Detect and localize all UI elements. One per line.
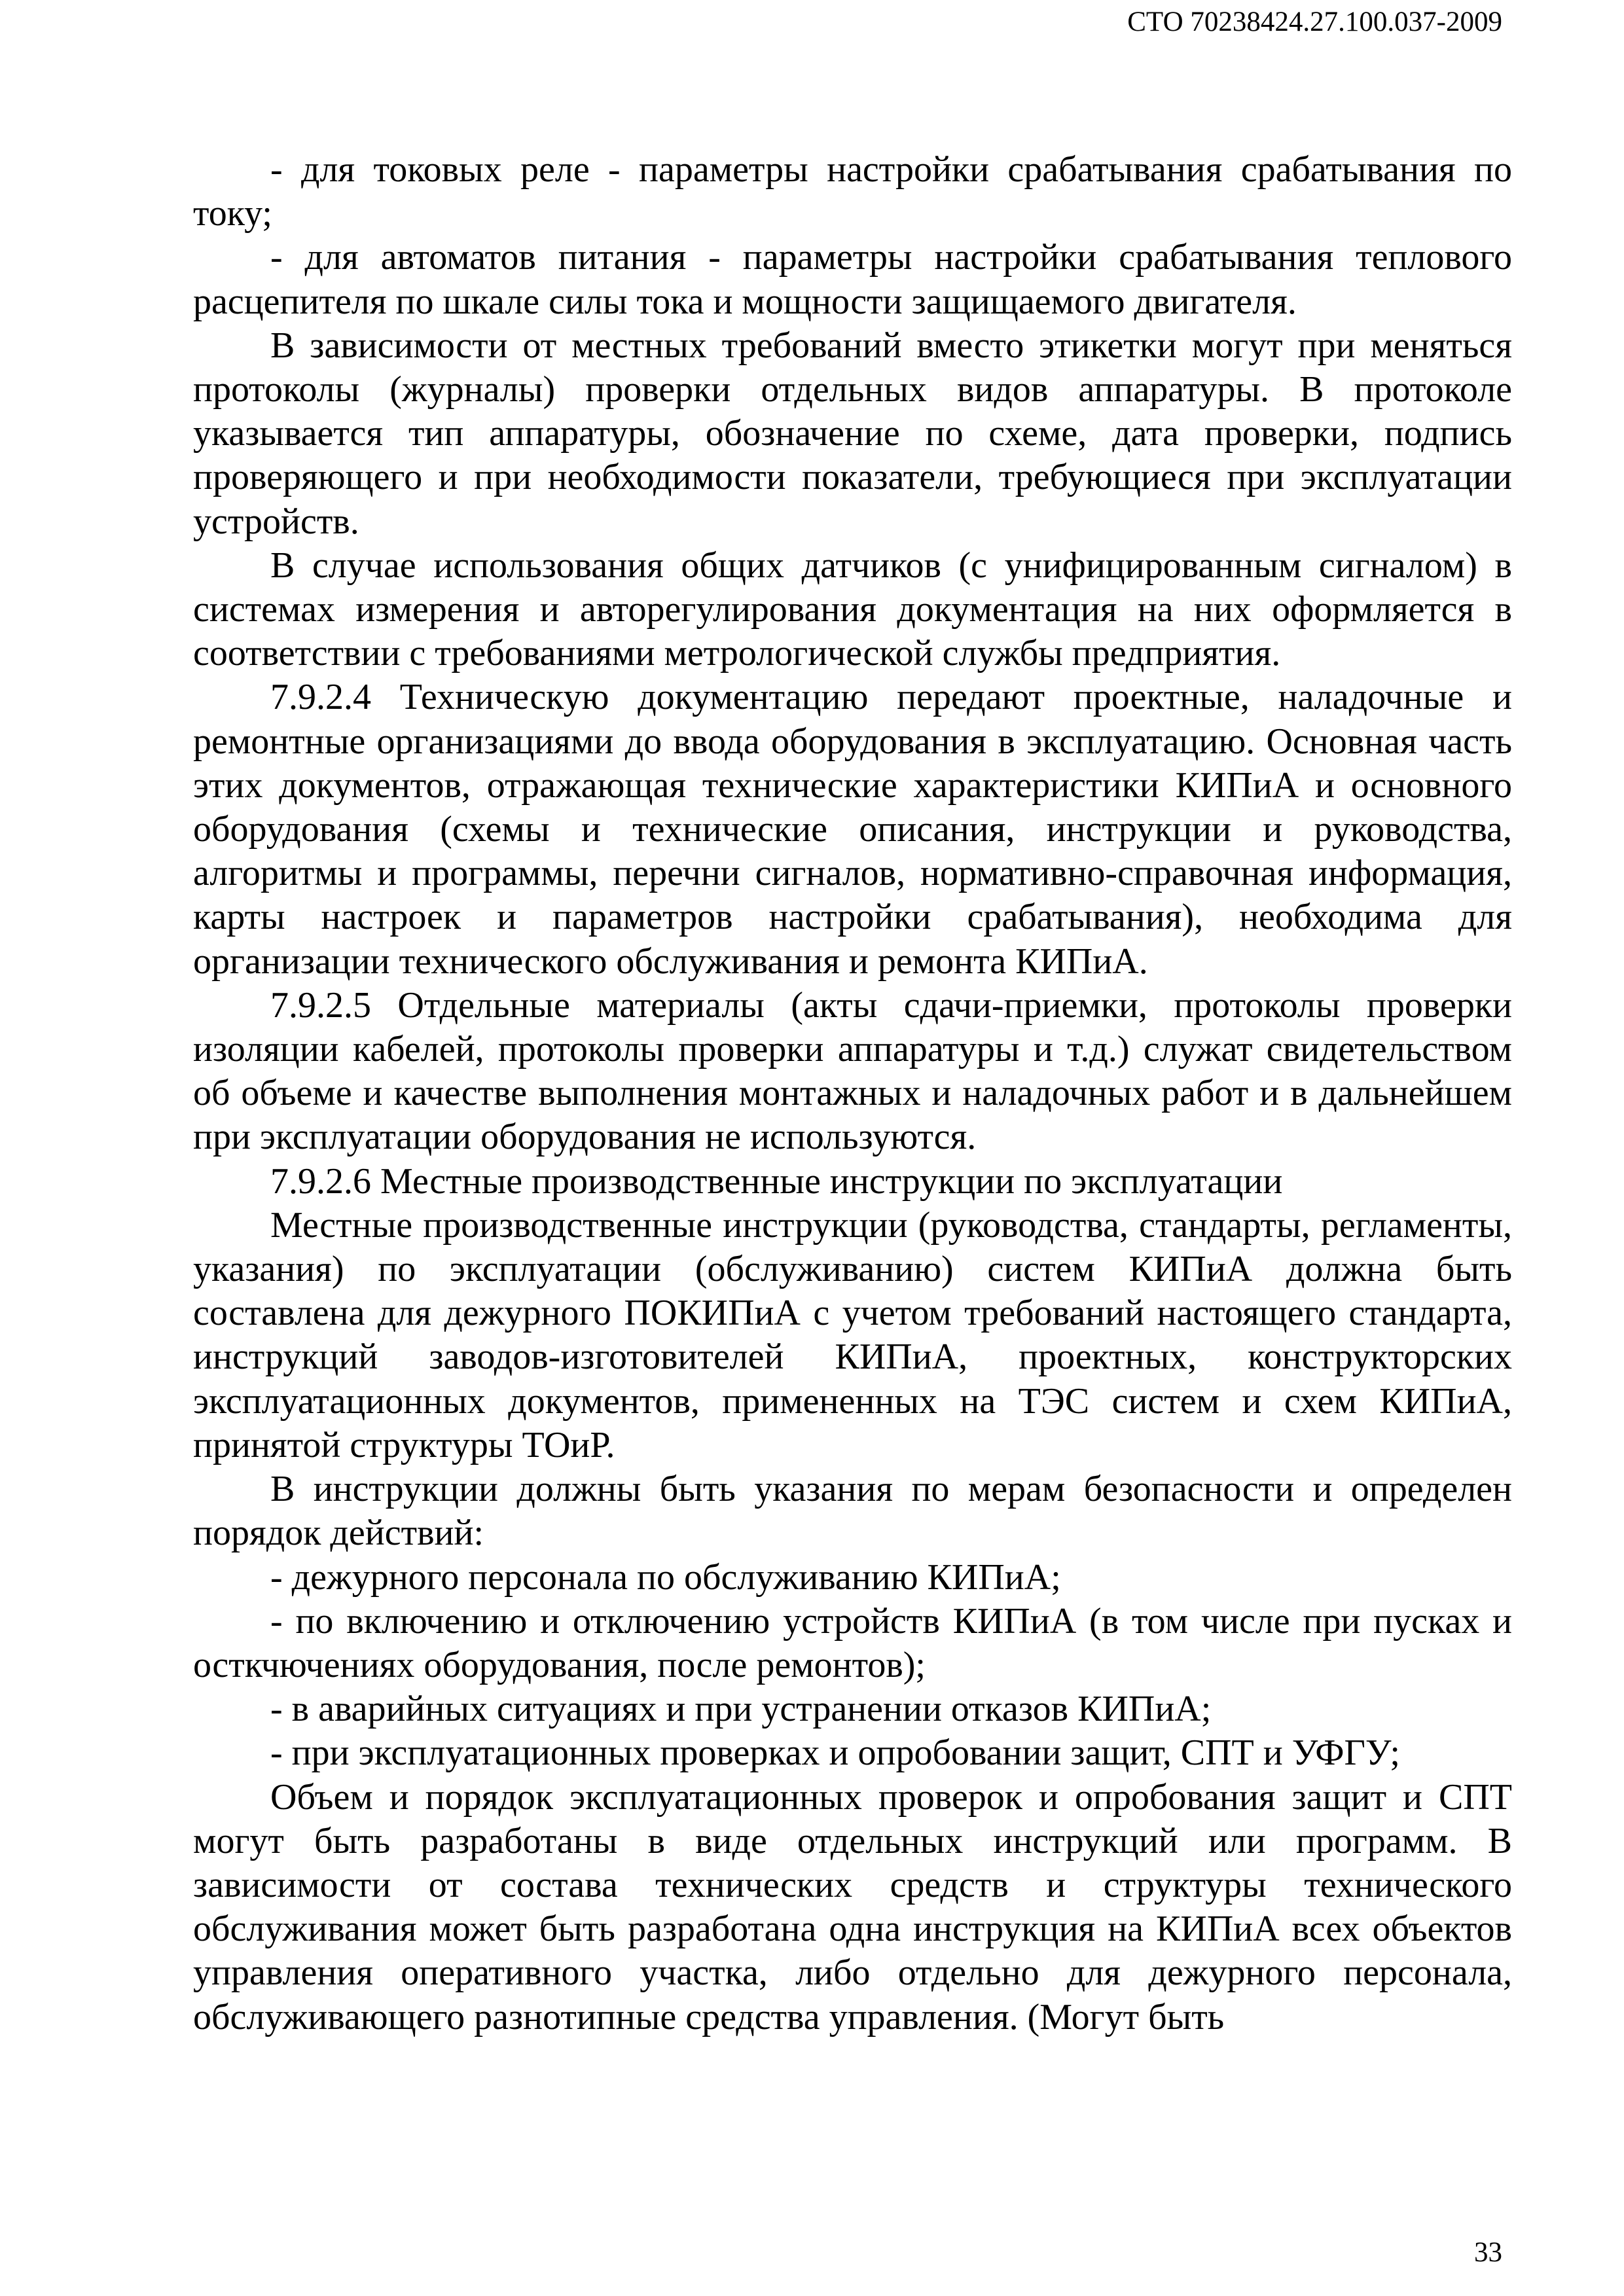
paragraph-common-sensors: В случае использования общих датчиков (с унифицированным сигналом) в системах измерения и авторегулирования документация на них оформляется в соответствии с требованиями метрологической службы предприятия. [193, 545, 1512, 674]
document-code-header: СТО 70238424.27.100.037-2009 [1127, 7, 1502, 37]
paragraph-7-9-2-5: 7.9.2.5 Отдельные материалы (акты сдачи-приемки, протоколы проверки изоляции кабелей, протоколы проверки аппаратуры и т.д.) служат свидетельством об объеме и качестве выполнения монтажных и наладочных работ и в дальнейшем при эксплуатации оборудования не используются. [193, 984, 1512, 1158]
paragraph-instruction-contents: В инструкции должны быть указания по мерам безопасности и определен порядок действий: [193, 1469, 1512, 1554]
paragraph-checks-scope: Объем и порядок эксплуатационных проверок и опробования защит и СПТ могут быть разработаны в виде отдельных инструкций или программ. В зависимости от состава технических средств и структуры технического обслуживания может быть разработана одна инструкция на КИПиА всех объектов управления оперативного участка, либо отдельно для дежурного персонала, обслуживающего разнотипные средства управления. (Могут быть [193, 1776, 1512, 2037]
list-item-switching: - по включению и отключению устройств КИПиА (в том числе при пусках и осткчючениях оборудования, после ремонтов); [193, 1600, 1512, 1685]
section-heading-7-9-2-6: 7.9.2.6 Местные производственные инструкции по эксплуатации [270, 1160, 1283, 1202]
paragraph-test-protocols: В зависимости от местных требований вместо этикетки могут при меняться протоколы (журналы) проверки отдельных видов аппаратуры. В протоколе указывается тип аппаратуры, обозначение по схеме, дата проверки, подпись проверяющего и при необходимости показатели, требующиеся при эксплуатации устройств. [193, 325, 1512, 542]
list-item-duty-personnel: - дежурного персонала по обслуживанию КИПиА; [270, 1556, 1061, 1598]
list-item-operational-checks: - при эксплуатационных проверках и опробовании защит, СПТ и УФГУ; [270, 1732, 1400, 1774]
paragraph-7-9-2-4: 7.9.2.4 Техническую документацию передают проектные, наладочные и ремонтные организациями до ввода оборудования в эксплуатацию. Основная часть этих документов, отражающая технические характеристики КИПиА и основного оборудования (схемы и технические описания, инструкции и руководства, алгоритмы и программы, перечни сигналов, нормативно-справочная информация, карты настроек и параметров настройки срабатывания), необходима для организации технического обслуживания и ремонта КИПиА. [193, 677, 1512, 982]
paragraph-local-instructions: Местные производственные инструкции (руководства, стандарты, регламенты, указания) по эксплуатации (обслуживанию) систем КИПиА должна быть составлена для дежурного ПОКИПиА с учетом требований настоящего стандарта, инструкций заводов-изготовителей КИПиА, проектных, конструкторских эксплуатационных документов, примененных на ТЭС систем и схем КИПиА, принятой структуры ТОиР. [193, 1204, 1512, 1465]
list-item-emergency: - в аварийных ситуациях и при устранении отказов КИПиА; [270, 1689, 1212, 1730]
page-number: 33 [1474, 2237, 1502, 2268]
page-body [193, 148, 1512, 2039]
paragraph-circuit-breakers: - для автоматов питания - параметры настройки срабатывания теплового расцепителя по шкале силы тока и мощности защищаемого двигателя. [193, 237, 1512, 322]
paragraph-current-relays: - для токовых реле - параметры настройки срабатывания срабатывания по току; [193, 149, 1512, 234]
